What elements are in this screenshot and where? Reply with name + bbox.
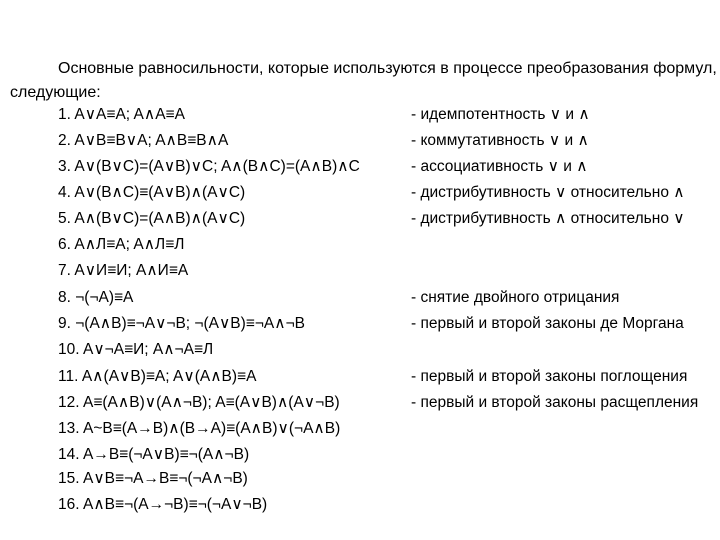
formula: 9. ¬(A∧B)≡¬A∨¬B; ¬(A∨B)≡¬A∧¬B [58,315,305,332]
formula-description: - первый и второй законы поглощения [411,368,688,385]
formula: 4. A∨(B∧C)≡(A∨B)∧(A∨C) [58,184,246,201]
formula-description: - дистрибутивность ∨ относительно ∧ [411,184,685,201]
formula-description: - идемпотентность ∨ и ∧ [411,106,590,123]
formula: 12. A≡(A∧B)∨(A∧¬B); A≡(A∨B)∧(A∨¬B) [58,394,340,411]
formula-description: - первый и второй законы расщепления [411,394,699,411]
formula-description: - снятие двойного отрицания [411,289,620,306]
formula-description: - ассоциативность ∨ и ∧ [411,158,588,175]
formula: 11. A∧(A∨B)≡A; A∨(A∧B)≡A [58,368,257,385]
formula: 3. A∨(B∨C)=(A∨B)∨C; A∧(B∧C)=(A∧B)∧C [58,158,360,175]
intro-text-line1: Основные равносильности, которые используются в процессе преобразования формул, [58,60,717,77]
formula: 1. A∨A≡A; A∧A≡A [58,106,185,123]
formula: 6. A∧Л≡A; A∧Л≡Л [58,236,185,253]
equivalence-row-1 [0,104,720,126]
equivalence-row-5 [0,208,720,230]
equivalence-row-12 [0,392,720,414]
equivalence-row-3 [0,156,720,178]
equivalence-row-6 [0,234,720,256]
equivalence-row-7 [0,260,720,282]
formula: 5. A∧(B∨C)=(A∧B)∧(A∨C) [58,210,246,227]
equivalence-row-4 [0,182,720,204]
formula: 16. A∧B≡¬(A→¬B)≡¬(¬A∨¬B) [58,496,268,513]
formula: 14. A→B≡(¬A∨B)≡¬(A∧¬B) [58,446,250,463]
equivalence-row-13 [0,418,720,440]
formula: 13. A~B≡(A→B)∧(B→A)≡(A∧B)∨(¬A∧B) [58,420,341,437]
equivalence-row-14 [0,444,720,466]
formula-description: - коммутативность ∨ и ∧ [411,132,589,149]
equivalence-row-11 [0,366,720,388]
formula: 7. A∨И≡И; A∧И≡A [58,262,189,279]
intro-text-line2: следующие: [10,84,101,101]
equivalence-row-9 [0,313,720,335]
formula: 2. A∨B≡B∨A; A∧B≡B∧A [58,132,229,149]
equivalence-row-2 [0,130,720,152]
formula-description: - дистрибутивность ∧ относительно ∨ [411,210,685,227]
formula: 15. A∨B≡¬A→B≡¬(¬A∧¬B) [58,470,248,487]
formula: 10. A∨¬A≡И; A∧¬A≡Л [58,341,214,358]
formula-description: - первый и второй законы де Моргана [411,315,684,332]
formula: 8. ¬(¬A)≡A [58,289,134,306]
equivalence-row-16 [0,494,720,516]
equivalence-row-10 [0,339,720,361]
equivalence-row-15 [0,468,720,490]
equivalence-row-8 [0,287,720,309]
